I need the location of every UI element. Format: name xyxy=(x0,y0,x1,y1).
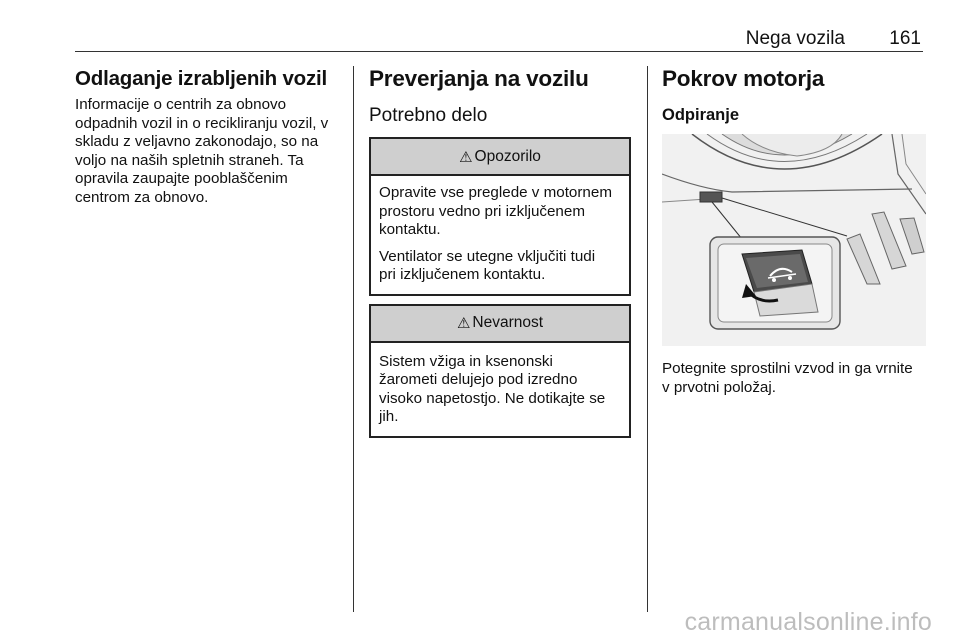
warning-box-body xyxy=(371,176,629,294)
subheading-opening: Odpiranje xyxy=(662,106,740,124)
text-line: Potegnite sprostilni vzvod in ga vrnite xyxy=(662,360,913,377)
warning-paragraph xyxy=(379,184,621,240)
warning-triangle-icon: ⚠ xyxy=(456,315,471,332)
heading-vehicle-checks: Preverjanja na vozilu xyxy=(369,66,589,91)
warning-box xyxy=(369,137,631,296)
header-section-title: Nega vozila xyxy=(745,28,845,49)
hood-release-lever-illustration xyxy=(662,134,926,346)
text-line: centrom za obnovo. xyxy=(75,188,209,206)
column-divider-right xyxy=(647,66,648,612)
danger-box-header xyxy=(371,306,629,343)
heading-bonnet: Pokrov motorja xyxy=(662,66,825,91)
danger-box-title: Nevarnost xyxy=(472,314,544,331)
text-line: žarometi delujejo pod izredno xyxy=(379,371,578,388)
column-vehicle-disposal xyxy=(75,66,343,207)
page-header xyxy=(75,26,923,52)
caption-open-bonnet xyxy=(662,360,930,397)
column-bonnet xyxy=(662,66,930,397)
column-divider-left xyxy=(353,66,354,612)
page-number: 161 xyxy=(889,28,921,49)
danger-paragraph xyxy=(379,353,621,427)
text-line: v prvotni položaj. xyxy=(662,378,776,396)
danger-box-body xyxy=(371,343,629,436)
text-line: kontaktu. xyxy=(379,221,441,238)
heading-vehicle-disposal: Odlaganje izrabljenih vozil xyxy=(75,67,328,90)
text-line: skladu z veljavno zakonodajo, so na xyxy=(75,133,319,150)
warning-triangle-icon: ⚠ xyxy=(459,148,473,166)
danger-box xyxy=(369,304,631,438)
hood-release-drawing xyxy=(662,134,926,346)
text-line: voljo na naših spletnih straneh. Ta xyxy=(75,151,304,169)
subheading-required-work: Potrebno delo xyxy=(369,105,488,126)
text-line: prostoru vedno pri izključenem xyxy=(379,202,585,220)
text-line: jih. xyxy=(379,408,399,425)
text-line: pri izključenem kontaktu. xyxy=(379,266,546,283)
text-line: Ventilator se utegne vključiti tudi xyxy=(379,247,596,265)
column-vehicle-checks xyxy=(369,66,631,438)
warning-box-title: Opozorilo xyxy=(474,147,541,165)
text-line: odpadnih vozil in o recikliranju vozil, v xyxy=(75,114,329,132)
watermark-text: carmanualsonline.info xyxy=(684,608,932,636)
text-line: Informacije o centrih za obnovo xyxy=(75,96,287,113)
warning-paragraph xyxy=(379,248,621,285)
text-line: Sistem vžiga in ksenonski xyxy=(379,352,553,370)
text-line: opravila zaupajte pooblaščenim xyxy=(75,170,288,187)
warning-box-header xyxy=(371,139,629,176)
text-line: visoko napetostjo. Ne dotikajte se xyxy=(379,389,606,407)
text-line: Opravite vse preglede v motornem xyxy=(379,184,612,201)
paragraph-disposal-info xyxy=(75,96,343,207)
